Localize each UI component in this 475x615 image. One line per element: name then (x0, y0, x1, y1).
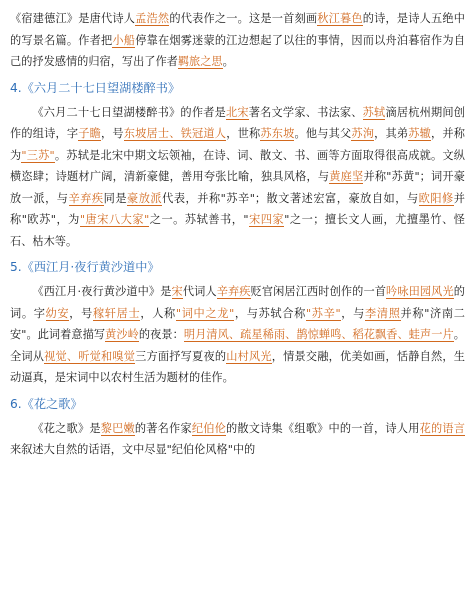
highlighted-term: 羁旅之思 (177, 55, 223, 68)
highlighted-term: 东坡居士、铁冠道人 (123, 127, 227, 140)
highlighted-term: "三苏" (21, 148, 55, 162)
highlighted-term: 苏洵 (351, 127, 375, 140)
section-heading: 5.《西江月·夜行黄沙道中》 (10, 260, 160, 274)
paragraph-text: 的词。字 (10, 285, 465, 320)
highlighted-term: 李清照 (365, 306, 401, 320)
section-heading: 6.《花之歌》 (10, 396, 83, 411)
paragraph-text: 的夜景： (138, 328, 184, 341)
highlighted-term: 幼安 (45, 306, 70, 320)
highlighted-term: 明月清风、疏星稀雨、鹊惊蝉鸣、稻花飘香、蛙声一片 (183, 328, 454, 341)
paragraph (10, 102, 465, 253)
paragraph-text: 《宿建德江》是唐代诗人 (10, 12, 136, 25)
paragraph-text: ，世称 (226, 127, 261, 140)
paragraph-text: 《西江月·夜行黄沙道中》是 (32, 285, 172, 298)
highlighted-term: 黎巴嫩 (100, 421, 135, 435)
paragraph-text: "之一；擅长文人画，尤擅墨竹、怪石、枯木等。 (10, 213, 465, 248)
paragraph-text: 并称"济南二安"。此词着意描写 (10, 306, 465, 341)
highlighted-term: 小船 (112, 33, 136, 47)
paragraph-text: 的著名作家 (134, 421, 192, 435)
paragraph-text: 同是 (103, 191, 128, 205)
paragraph-text: ，其弟 (374, 127, 409, 140)
paragraph (10, 8, 465, 73)
paragraph-text: 代表，并称"苏辛"；散文著述宏富，豪放自如，与 (162, 191, 419, 205)
highlighted-term: 宋 (171, 285, 183, 298)
highlighted-term: 纪伯伦 (191, 421, 226, 435)
highlighted-term: 山村风光 (226, 349, 272, 363)
highlighted-term: 苏辙 (408, 127, 432, 140)
paragraph-text: 的散文诗集《组歌》中的一首，诗人用 (226, 421, 420, 435)
highlighted-term: "苏辛" (305, 306, 341, 320)
highlighted-term: 子瞻 (78, 127, 102, 140)
highlighted-term: 视觉、听觉和嗅觉 (44, 349, 136, 363)
paragraph-text: 并称"苏黄"；词开豪放一派，与 (10, 170, 465, 205)
paragraph-text: 之一。苏轼善书，" (149, 213, 249, 226)
highlighted-term: 黄沙岭 (105, 328, 139, 341)
paragraph-text: ，与苏轼合称 (234, 306, 306, 320)
paragraph-text: 。他与其父 (294, 127, 352, 140)
paragraph-text: 停靠在烟雾迷蒙的江边想起了以往的事情，因而以舟泊暮宿作为自己的抒发感情的归宿，写出了作者 (10, 33, 465, 68)
paragraph-text: 来叙述大自然的话语，文中尽显"纪伯伦风格"中的 (10, 443, 256, 456)
paragraph-text: 三方面抒写夏夜的 (135, 349, 227, 363)
highlighted-term: 苏东坡 (260, 127, 295, 140)
paragraph-text: 并称"欧苏"，为 (10, 191, 465, 226)
paragraph-text: 。全词从 (10, 328, 465, 363)
paragraph-text: ，并称为 (10, 127, 465, 162)
highlighted-term: 黄庭坚 (329, 170, 364, 183)
paragraph-text: ，情景交融，优美如画，恬静自然，生动逼真，是宋词中以农村生活为题材的佳作。 (10, 349, 465, 384)
highlighted-term: 孟浩然 (135, 12, 170, 25)
paragraph-text: 《花之歌》是 (32, 421, 101, 435)
paragraph-text: ，号 (101, 127, 124, 140)
highlighted-term: 稼轩居士 (92, 306, 141, 320)
paragraph (10, 418, 465, 461)
highlighted-term: 辛弃疾 (68, 191, 104, 205)
paragraph-text: 的代表作之一。这是一首刻画 (169, 12, 318, 25)
highlighted-term: 辛弃疾 (216, 285, 251, 298)
paragraph-text: 《六月二十七日望湖楼醉书》的作者是 (32, 105, 226, 119)
highlighted-term: "唐宋八大家" (79, 213, 150, 226)
paragraph-text: 。 (222, 55, 234, 68)
highlighted-term: 北宋 (225, 105, 249, 119)
highlighted-term: "词中之龙" (175, 306, 235, 320)
highlighted-term: 豪放派 (127, 191, 163, 205)
paragraph-text: 代词人 (182, 285, 217, 298)
highlighted-term: 秋江暮色 (317, 12, 363, 25)
paragraph-text: 著名文学家、书法家、 (248, 105, 363, 119)
paragraph (10, 281, 465, 389)
paragraph-text: ，与 (340, 306, 365, 320)
paragraph-text: ，号 (69, 306, 93, 320)
highlighted-term: 吟咏田园风光 (386, 285, 454, 298)
highlighted-term: 花的语言 (419, 421, 465, 435)
highlighted-term: 苏轼 (362, 105, 386, 119)
paragraph-text: 贬官闲居江西时创作的一首 (250, 285, 387, 298)
highlighted-term: 宋四家 (248, 213, 285, 226)
section-heading: 4.《六月二十七日望湖楼醉书》 (10, 80, 181, 95)
paragraph-text: 。苏轼是北宋中期文坛领袖，在诗、词、散文、书、画等方面取得很高成就。文纵横恣肆；诗题材广阔，清新豪健，善用夸张比喻，独具风格，与 (10, 148, 465, 183)
paragraph-text: 滴居杭州期间创作的组诗，字 (10, 105, 465, 140)
paragraph-text: ，人称 (140, 306, 176, 320)
highlighted-term: 欧阳修 (418, 191, 454, 205)
paragraph-text: 的诗，是诗人五绝中的写景名篇。作者把 (10, 12, 465, 47)
